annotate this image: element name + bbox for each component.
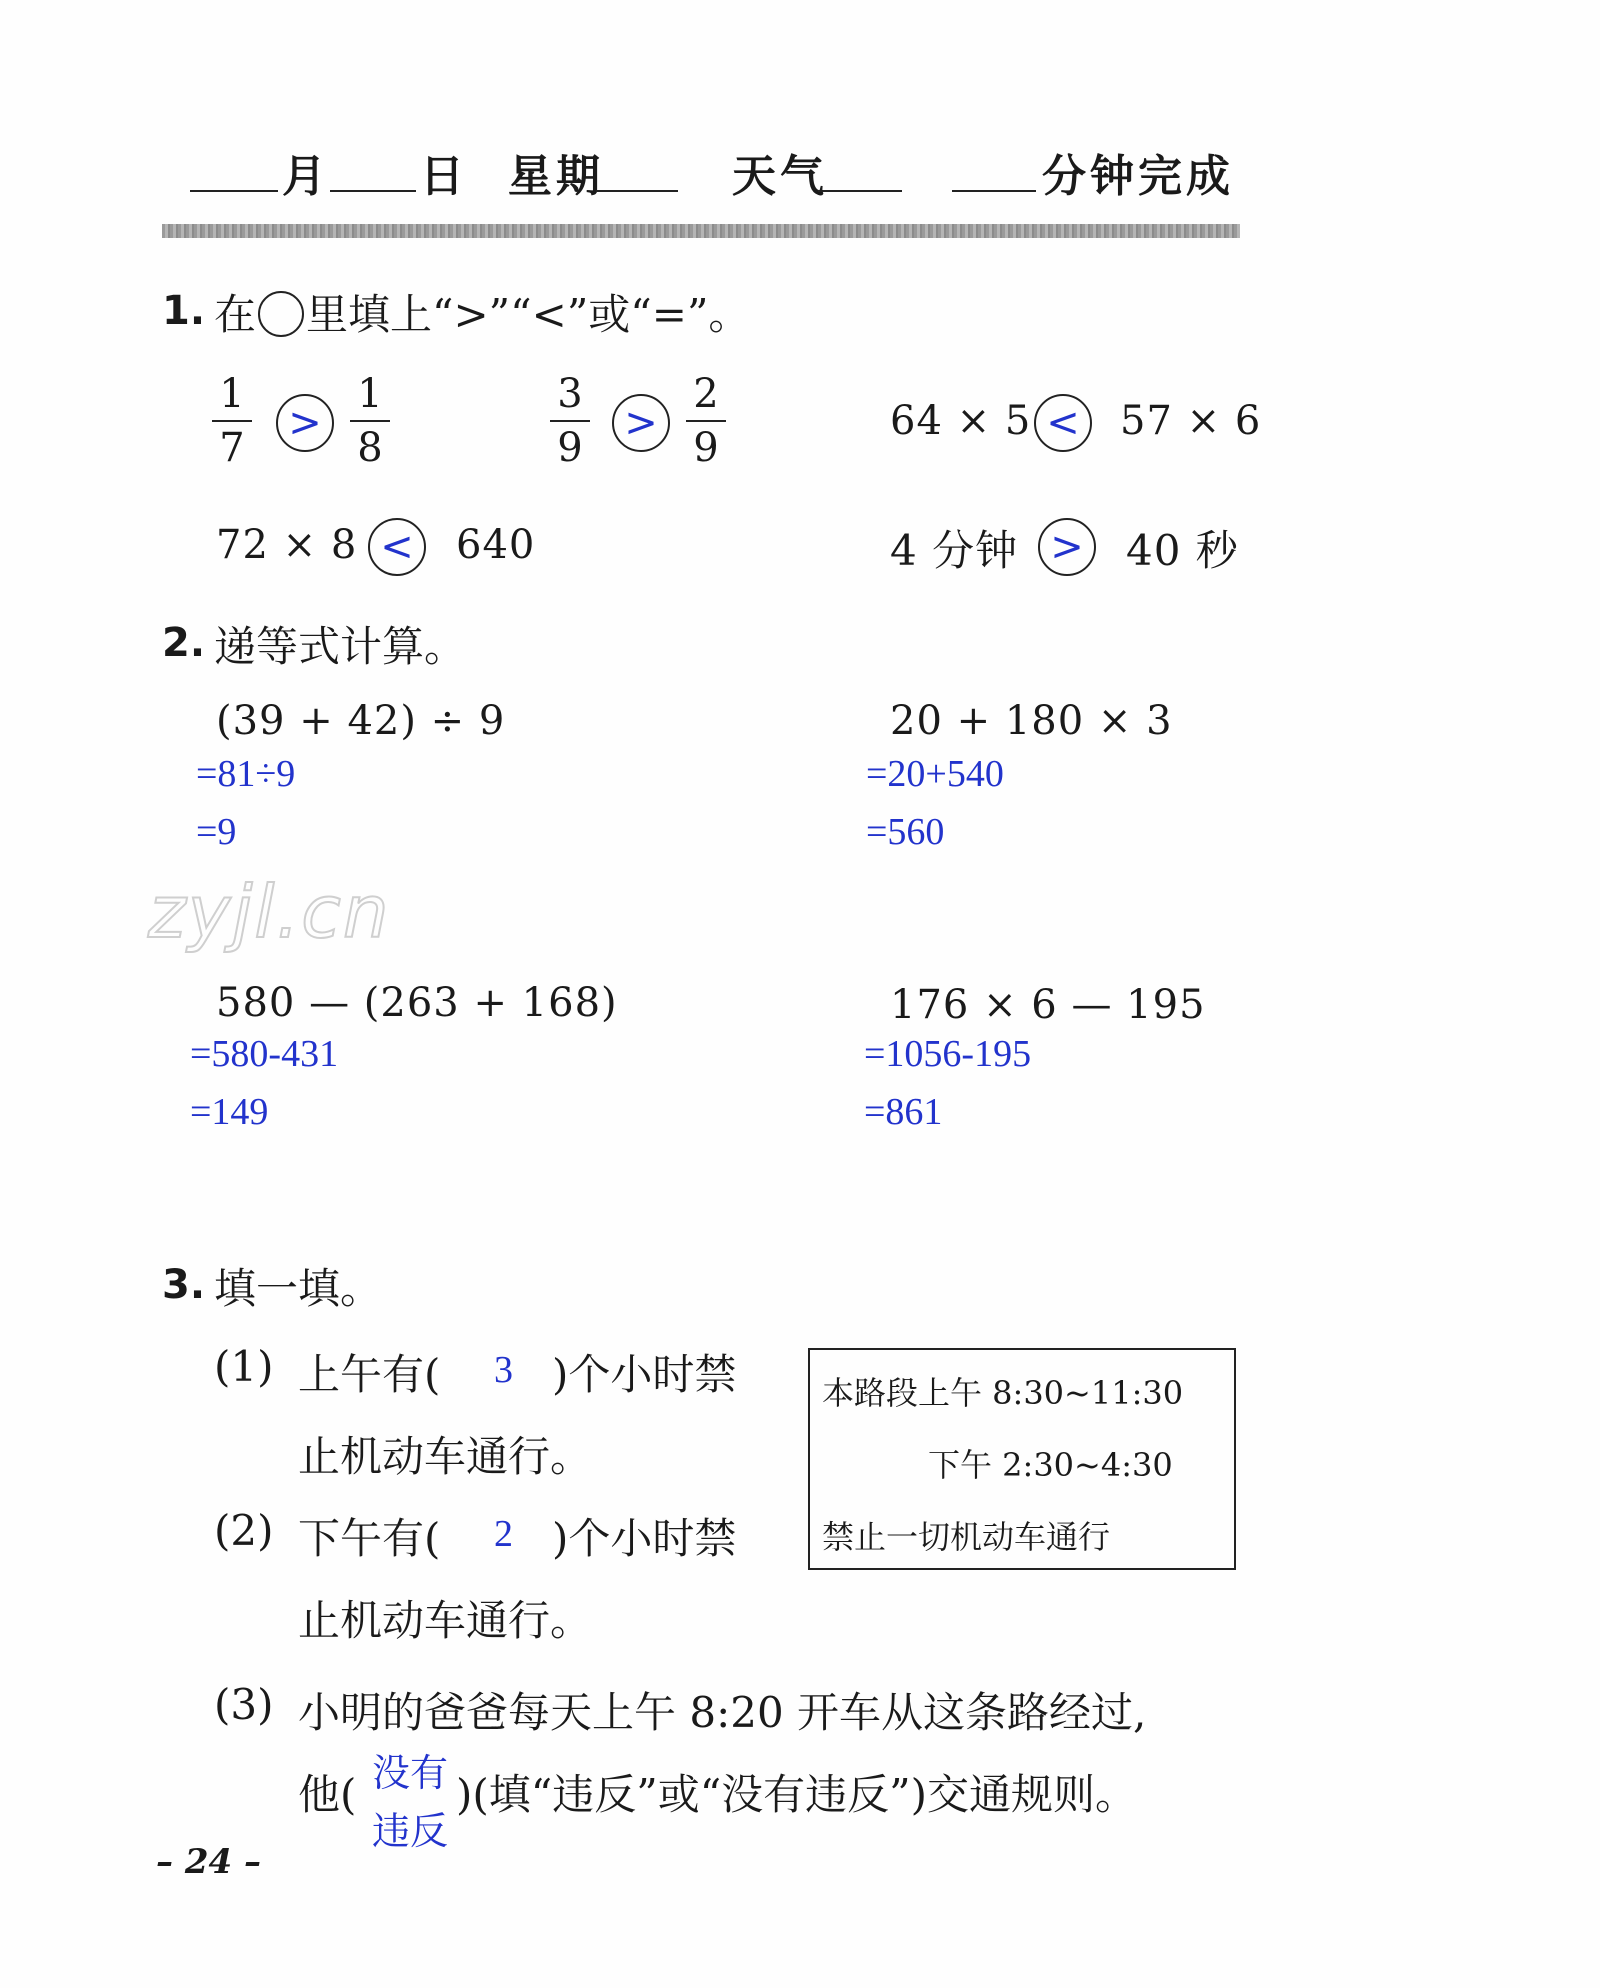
traffic-notice-box bbox=[808, 1348, 1236, 1570]
q3-p2-text-c: 止机动车通行。 bbox=[298, 1596, 593, 1645]
weather-blank[interactable] bbox=[818, 190, 902, 192]
compare-3-left: 64 × 5 bbox=[890, 398, 1032, 444]
problem-1-expr: (39 + 42) ÷ 9 bbox=[216, 698, 506, 744]
circle-placeholder-icon bbox=[258, 291, 304, 337]
numerator: 3 bbox=[557, 371, 583, 417]
q3-p2-answer[interactable]: 2 bbox=[494, 1513, 513, 1555]
q3-p1-answer[interactable]: 3 bbox=[494, 1349, 513, 1391]
fraction-1-8 bbox=[350, 370, 390, 472]
problem-1-step1: =81÷9 bbox=[196, 753, 296, 795]
notice-line-3: 禁止一切机动车通行 bbox=[822, 1518, 1111, 1556]
watermark: zyjl.cn bbox=[148, 870, 391, 954]
page-number: – 24 – bbox=[156, 1842, 261, 1882]
problem-3-step1: =580-431 bbox=[190, 1033, 339, 1075]
answer-circle-1[interactable]: > bbox=[276, 394, 334, 452]
q3-p1-label: (1) bbox=[214, 1342, 274, 1391]
compare-4-left: 72 × 8 bbox=[216, 522, 358, 568]
q1-number: 1. bbox=[162, 288, 206, 334]
q2-title: 递等式计算。 bbox=[214, 622, 467, 671]
q3-p3-text-a: 小明的爸爸每天上午 8:20 开车从这条路经过, bbox=[298, 1688, 1147, 1737]
day-label: 日 bbox=[420, 151, 468, 202]
problem-4-step1: =1056-195 bbox=[864, 1033, 1032, 1075]
q3-p2-label: (2) bbox=[214, 1506, 274, 1555]
notice-line-1: 本路段上午 8:30~11:30 bbox=[822, 1374, 1184, 1412]
fraction-1-7 bbox=[212, 370, 252, 472]
answer-circle-3[interactable]: < bbox=[1034, 394, 1092, 452]
numerator: 2 bbox=[693, 371, 719, 417]
q3-title: 填一填。 bbox=[214, 1264, 383, 1313]
weekday-blank[interactable] bbox=[596, 190, 678, 192]
denominator: 7 bbox=[219, 425, 245, 471]
problem-2-step1: =20+540 bbox=[866, 753, 1004, 795]
problem-3-expr: 580 — (263 + 168) bbox=[216, 980, 618, 1026]
q3-p3-label: (3) bbox=[214, 1680, 274, 1729]
problem-2-step2: =560 bbox=[866, 811, 945, 853]
q3-p1-text-a: 上午有( bbox=[298, 1350, 441, 1399]
minutes-label: 分钟完成 bbox=[1042, 151, 1234, 202]
answer-circle-4[interactable]: < bbox=[368, 518, 426, 576]
denominator: 9 bbox=[693, 425, 719, 471]
denominator: 9 bbox=[557, 425, 583, 471]
day-blank[interactable] bbox=[330, 190, 416, 192]
q3-p3-text-c: )(填“违反”或“没有违反”)交通规则。 bbox=[456, 1770, 1138, 1819]
q1-title bbox=[214, 282, 750, 342]
problem-3-step2: =149 bbox=[190, 1091, 269, 1133]
compare-3-right: 57 × 6 bbox=[1120, 398, 1262, 444]
q3-p2-text-b: )个小时禁 bbox=[552, 1514, 737, 1563]
q1-title-b: 里填上“>”“<”或“=”。 bbox=[306, 290, 751, 339]
q3-p3-answer-line1[interactable]: 没有 bbox=[372, 1753, 449, 1795]
q1-title-a: 在 bbox=[214, 290, 257, 339]
q2-number: 2. bbox=[162, 620, 206, 666]
month-label: 月 bbox=[282, 151, 330, 202]
q3-p3-answer-line2[interactable]: 违反 bbox=[372, 1811, 449, 1853]
numerator: 1 bbox=[219, 371, 245, 417]
notice-line-2: 下午 2:30~4:30 bbox=[928, 1446, 1173, 1484]
q3-p3-text-b: 他( bbox=[298, 1770, 357, 1819]
q3-p1-text-b: )个小时禁 bbox=[552, 1350, 737, 1399]
compare-5-left: 4 分钟 bbox=[890, 526, 1019, 575]
q3-number: 3. bbox=[162, 1262, 206, 1308]
problem-4-expr: 176 × 6 — 195 bbox=[890, 982, 1206, 1028]
q3-p2-text-a: 下午有( bbox=[298, 1514, 441, 1563]
problem-4-step2: =861 bbox=[864, 1091, 943, 1133]
answer-circle-2[interactable]: > bbox=[612, 394, 670, 452]
problem-1-step2: =9 bbox=[196, 811, 237, 853]
denominator: 8 bbox=[357, 425, 383, 471]
problem-2-expr: 20 + 180 × 3 bbox=[890, 698, 1173, 744]
weekday-label: 星期 bbox=[508, 151, 604, 202]
compare-5-right: 40 秒 bbox=[1126, 526, 1239, 575]
compare-4-right: 640 bbox=[456, 522, 536, 568]
month-blank[interactable] bbox=[190, 190, 278, 192]
fraction-2-9 bbox=[686, 370, 726, 472]
weather-label: 天气 bbox=[732, 151, 828, 202]
answer-circle-5[interactable]: > bbox=[1038, 518, 1096, 576]
fraction-3-9 bbox=[550, 370, 590, 472]
q3-p1-text-c: 止机动车通行。 bbox=[298, 1432, 593, 1481]
minutes-blank[interactable] bbox=[952, 190, 1036, 192]
header-divider bbox=[162, 224, 1240, 238]
numerator: 1 bbox=[357, 371, 383, 417]
